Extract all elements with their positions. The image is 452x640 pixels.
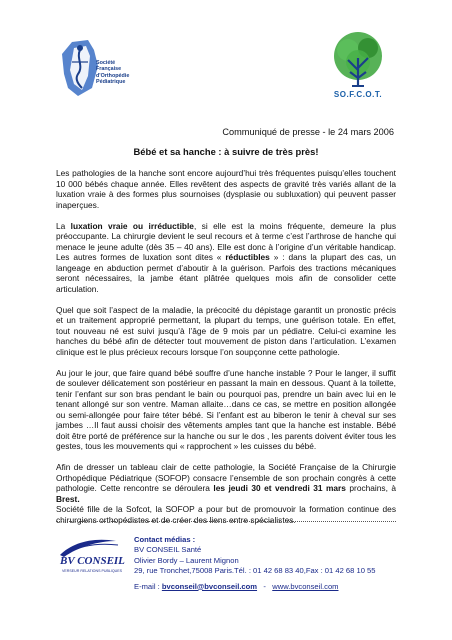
contact-title: Contact médias :	[134, 535, 196, 544]
email-link[interactable]: bvconseil@bvconseil.com	[161, 581, 258, 591]
contact-company: BV CONSEIL Santé	[134, 545, 202, 555]
paragraph-depistage: Quel que soit l’aspect de la maladie, la précocité du dépistage garantit un pronostic précis et un traitement approprié permettant, la plupart du temps, une guérison totale. En effet, tout nouveau né est suivi jusqu’à l’âge de 9 mois par un pédiatre. Celui-ci examine les hanches du bébé afin de détecter tout mouvement de piston dans l’articulation. L’examen clinique est le plus précieux recours lorsque l’on soupçonne cette pathologie.	[56, 304, 396, 357]
bv-conseil-name: BV CONSEIL	[60, 555, 125, 567]
contact-names: Olivier Bordy – Laurent Mignon	[134, 555, 239, 565]
page-title: Bébé et sa hanche : à suivre de très près!	[133, 146, 319, 157]
paragraph-congres: Afin de dresser un tableau clair de cette pathologie, la Société Française de la Chirurgie Orthopédique Pédiatrique (SOFOP) consacre l’ensemble de son prochain congrès à cette pathologie. Cette rencontre se déroulera les jeudi 30 et vendredi 31 mars prochains, à Brest. Société fille de la Sofcot, la SOFOP a pour but de promouvoir la formation continue des chirurgiens orthopédistes et de créer des liens entre spécialistes.	[56, 462, 396, 525]
article-body	[56, 168, 396, 536]
website-link[interactable]: www.bvconseil.com	[272, 581, 339, 591]
paragraph-intro: Les pathologies de la hanche sont encore aujourd’hui très fréquentes puisqu’elles touchent 10 000 bébés chaque année. Elles revêtent des aspects de gravité très variés allant de la luxation vraie à des formes plus sournoises (dysplasie ou subluxation) qui peuvent passer inaperçues.	[56, 168, 396, 210]
contact-block	[134, 535, 375, 592]
press-release-date: Communiqué de presse - le 24 mars 2006	[222, 127, 394, 137]
sofop-logo-text: Société Française d'Orthopédie Pédiatrique	[96, 60, 130, 85]
sofcot-logo-text: SO.F.C.O.T.	[333, 90, 383, 99]
bv-conseil-tagline: VERSEUR RELATIONS PUBLIQUES	[62, 569, 123, 573]
contact-address: 29, rue Tronchet,75008 Paris.Tél. : 01 42 68 83 40,Fax : 01 42 68 10 55	[134, 566, 376, 576]
contact-email-line: E-mail : bvconseil@bvconseil.com - www.bvconseil.com	[134, 581, 339, 591]
paragraph-luxation: La luxation vraie ou irréductible, si elle est la moins fréquente, demeure la plus préoccupante. La chirurgie devient le seul recours et à terme c’est l’arthrose de hanche qui menace le jeune adulte (dès 35 – 40 ans). Elle est donc à l’origine d’un véritable handicap. Les autres formes de luxation sont dites « réductibles » : dans la plupart des cas, un langeage en abduction permet d’aboutir à la guérison. Parfois des tractions mécaniques seront nécessaires, la jambe étant plâtrée quelques mois afin de consolider cette articulation.	[56, 220, 397, 294]
paragraph-conseils: Au jour le jour, que faire quand bébé souffre d’une hanche instable ? Pour le langer, il suffit de soulever délicatement son postérieur en passant la main en dessous. Quant à la toilette, tenir l’enfant sur son bras pendant le bain ou pourquoi pas, prendre un bain avec lui en le tenant allongé sur son ventre. Maman allaite…dans ce cas, se mettre en position allongée ou semi-allongée pour faire téter bébé. Si l’enfant est au biberon le tenir à cheval sur ses jambes …Il faut aussi choisir des vêtements amples tant que la hanche est instable. Bébé doit être porté de préférence sur la hanche ou sur le dos , les parents doivent éviter tous les gestes, tous les mouvements qui « rapprochent » les cuisses du bébé.	[56, 367, 396, 451]
footer-separator	[56, 521, 396, 522]
